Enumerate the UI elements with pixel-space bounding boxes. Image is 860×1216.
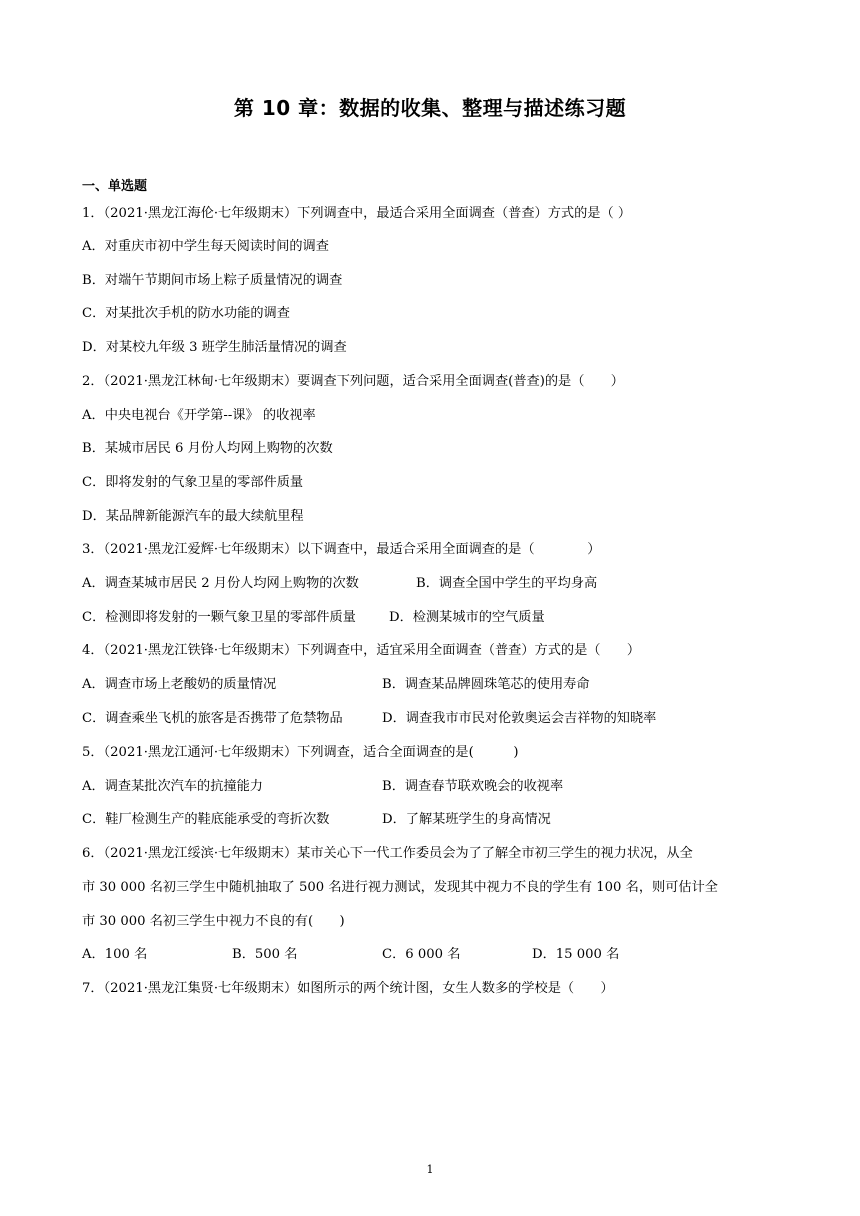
question-5-stem: 5．（2021·黑龙江通河·七年级期末）下列调查，适合全面调查的是( ) xyxy=(82,745,519,760)
question-6-option-b: B．500 名 xyxy=(232,947,298,962)
question-3-stem: 3．（2021·黑龙江爱辉·七年级期末）以下调查中，最适合采用全面调查的是（ ） xyxy=(82,542,601,557)
question-4-option-b: B．调查某品牌圆珠笔芯的使用寿命 xyxy=(382,677,590,692)
page-number: 1 xyxy=(426,1163,434,1176)
question-5-option-c: C．鞋厂检测生产的鞋底能承受的弯折次数 xyxy=(82,812,330,827)
question-4-option-a: A．调查市场上老酸奶的质量情况 xyxy=(82,677,277,692)
section-heading: 一、单选题 xyxy=(82,179,148,194)
question-5-option-a: A．调查某批次汽车的抗撞能力 xyxy=(82,779,263,794)
question-5-option-d: D．了解某班学生的身高情况 xyxy=(382,812,551,827)
question-6-option-d: D．15 000 名 xyxy=(532,947,620,962)
question-3-option-a: A．调查某城市居民 2 月份人均网上购物的次数 xyxy=(82,576,359,591)
question-1-option-c: C．对某批次手机的防水功能的调查 xyxy=(82,306,290,321)
question-2-stem: 2．（2021·黑龙江林甸·七年级期末）要调查下列问题，适合采用全面调查(普查)的是（ ） xyxy=(82,374,624,389)
question-6-option-c: C．6 000 名 xyxy=(382,947,461,962)
question-6-stem-line-1: 6．（2021·黑龙江绥滨·七年级期末）某市关心下一代工作委员会为了了解全市初三学生的视力状况，从全 xyxy=(82,846,693,861)
question-3-option-c: C．检测即将发射的一颗气象卫星的零部件质量 xyxy=(82,610,356,625)
question-6-stem-line-2: 市 30 000 名初三学生中随机抽取了 500 名进行视力测试，发现其中视力不良的学生有 100 名，则可估计全 xyxy=(82,880,718,895)
question-2-option-a: A．中央电视台《开学第--课》 的收视率 xyxy=(82,408,316,423)
question-2-option-c: C．即将发射的气象卫星的零部件质量 xyxy=(82,475,304,490)
question-3-option-d: D．检测某城市的空气质量 xyxy=(389,610,545,625)
question-6-option-a: A．100 名 xyxy=(82,947,148,962)
question-4-option-c: C．调查乘坐飞机的旅客是否携带了危禁物品 xyxy=(82,711,343,726)
question-4-stem: 4．（2021·黑龙江铁锋·七年级期末）下列调查中，适宜采用全面调查（普查）方式的是（ ） xyxy=(82,643,641,658)
question-6-stem-line-3: 市 30 000 名初三学生中视力不良的有( ) xyxy=(82,914,345,929)
question-5-option-b: B．调查春节联欢晚会的收视率 xyxy=(382,779,564,794)
question-3-option-b: B．调查全国中学生的平均身高 xyxy=(416,576,598,591)
question-1-option-b: B．对端午节期间市场上粽子质量情况的调查 xyxy=(82,273,343,288)
question-7-stem: 7．（2021·黑龙江集贤·七年级期末）如图所示的两个统计图，女生人数多的学校是（ ） xyxy=(82,981,614,996)
question-1-stem: 1．（2021·黑龙江海伦·七年级期末）下列调查中，最适合采用全面调查（普查）方式的是（ ） xyxy=(82,206,632,221)
page-title: 第 10 章：数据的收集、整理与描述练习题 xyxy=(233,96,627,120)
question-2-option-d: D．某品牌新能源汽车的最大续航里程 xyxy=(82,509,304,524)
question-1-option-a: A．对重庆市初中学生每天阅读时间的调查 xyxy=(82,239,329,254)
question-1-option-d: D．对某校九年级 3 班学生肺活量情况的调查 xyxy=(82,340,347,355)
question-4-option-d: D．调查我市市民对伦敦奥运会吉祥物的知晓率 xyxy=(382,711,657,726)
question-2-option-b: B．某城市居民 6 月份人均网上购物的次数 xyxy=(82,441,333,456)
